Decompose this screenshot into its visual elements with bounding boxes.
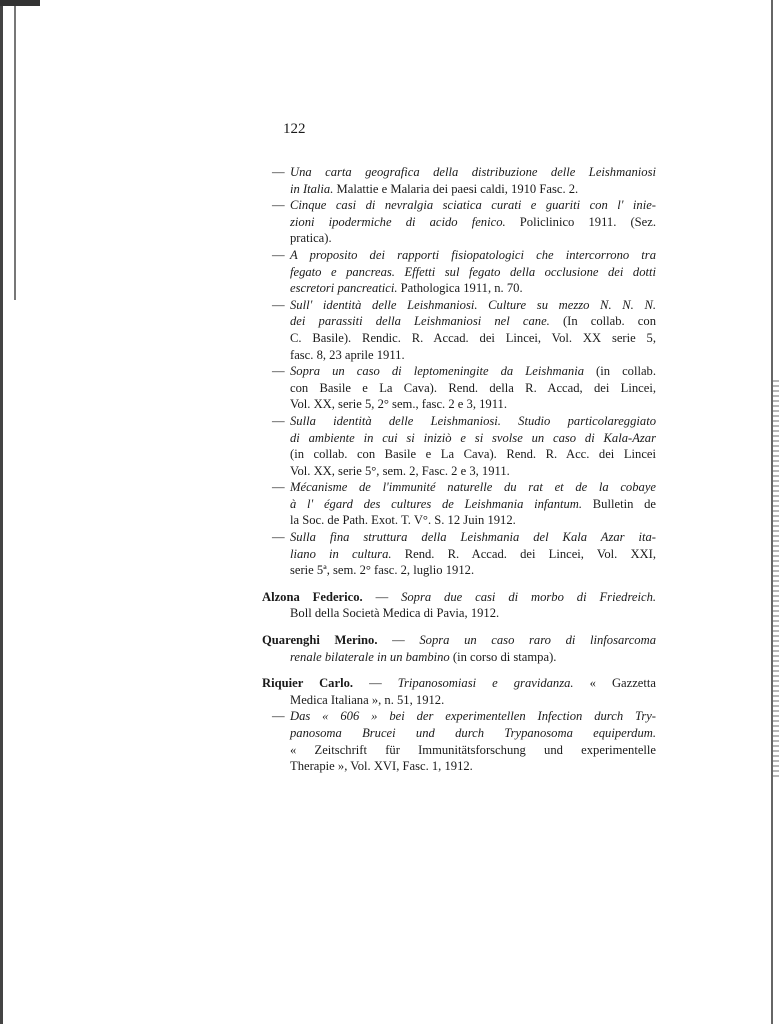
work-title: Una carta geografica della distribuzione delle Leishmaniosi [290, 165, 656, 179]
text-line [262, 247, 656, 264]
work-title: di ambiente in cui si iniziò e si svolse un caso di Kala-Azar [290, 430, 656, 445]
work-title: A proposito dei rapporti fisiopatologici che intercorrono tra [290, 247, 656, 262]
citation-text: fasc. 8, 23 aprile 1911. [290, 347, 405, 362]
bibliography-entry [262, 247, 656, 297]
text-line [262, 529, 656, 546]
work-title: Sopra due casi di morbo di Friedreich. [401, 589, 657, 604]
text-line [262, 380, 656, 397]
work-title: panosoma Brucei und durch Trypanosoma equiperdum. [290, 726, 656, 740]
text-line [262, 347, 656, 364]
author-entry [262, 632, 656, 665]
entry-dash: — [272, 247, 285, 262]
text-line [262, 330, 656, 347]
text-line [262, 589, 656, 606]
citation-text: — [369, 676, 398, 691]
citation-text: pratica). [290, 231, 332, 246]
scan-edge-left [0, 0, 3, 1024]
work-title: Sulla fina struttura della Leishmania del Kala Azar ita- [290, 530, 656, 545]
text-line [262, 692, 656, 709]
work-title: Mécanisme de l'immunité naturelle du rat et de la cobaye [290, 480, 656, 495]
work-title: Cinque casi di nevralgia sciatica curati e guariti con l' inie- [290, 198, 656, 213]
citation-text: (In collab. con [562, 314, 656, 329]
text-line [262, 605, 656, 622]
scan-edge-left-inner [14, 0, 16, 300]
entry-dash: — [272, 165, 285, 179]
citation-text: Therapie », Vol. XVI, Fasc. 1, 1912. [290, 759, 473, 774]
text-line [262, 725, 656, 742]
text-line [262, 264, 656, 281]
citation-text: Malattie e Malaria dei paesi caldi, 1910 Fasc. 2. [336, 181, 579, 196]
work-title: Sopra un caso raro di linfosarcoma [419, 633, 656, 648]
bibliography-entry [262, 164, 656, 197]
citation-text: Medica Italiana », n. 51, 1912. [290, 692, 445, 707]
text-line [262, 363, 656, 380]
work-title: renale bilaterale in un bambino [290, 649, 453, 664]
citation-text: — [375, 589, 402, 604]
citation-text: serie 5ª, sem. 2° fasc. 2, luglio 1912. [290, 563, 475, 578]
work-title: fegato e pancreas. Effetti sul fegato della occlusione dei dotti [290, 264, 656, 279]
citation-text: Boll della Società Medica di Pavia, 1912. [290, 606, 500, 621]
citation-text: « Zeitschrift für Immunitätsforschung und experimentelle [290, 742, 656, 757]
citation-text: (in collab. [596, 364, 656, 379]
work-title: Sulla identità delle Leishmaniosi. Studio particolareggiato [290, 413, 656, 428]
text-line [262, 230, 656, 247]
bibliography-entry [262, 708, 656, 774]
page-number: 122 [283, 121, 306, 137]
bibliography-entry [262, 529, 656, 579]
work-title: Sull' identità delle Leishmaniosi. Culture su mezzo N. N. N. [290, 297, 656, 312]
text-line [262, 632, 656, 649]
citation-text: Vol. XX, serie 5, 2° sem., fasc. 2 e 3, 1911. [290, 397, 507, 412]
citation-text: la Soc. de Path. Exot. T. V°. S. 12 Juin 1912. [290, 513, 516, 528]
citation-text: Bulletin de [592, 496, 656, 511]
text-line [262, 313, 656, 330]
bibliography-entry [262, 413, 656, 479]
text-line [262, 396, 656, 413]
citation-text: (in corso di stampa). [452, 649, 557, 664]
text-line [262, 708, 656, 725]
text-line [262, 164, 656, 181]
author-entry [262, 589, 656, 622]
text-line [262, 562, 656, 579]
citation-text: Rend. R. Accad. dei Lincei, Vol. XXI, [404, 546, 656, 561]
citation-text: — [392, 633, 420, 648]
text-line [262, 197, 656, 214]
scan-edge-right-noise [773, 380, 779, 780]
text-line [262, 512, 656, 529]
text-line [262, 280, 656, 297]
citation-text: C. Basile). Rendic. R. Accad. dei Lincei, Vol. XX serie 5, [290, 330, 656, 345]
work-title: Tripanosomiasi e gravidanza. [397, 676, 590, 691]
work-title: Sopra un caso di leptomeningite da Leishmania [290, 364, 597, 379]
scan-edge-top [0, 0, 40, 6]
entry-dash: — [272, 364, 285, 379]
author-name: Quarenghi Merino. [262, 633, 393, 648]
bibliography-entry [262, 297, 656, 363]
text-line [262, 181, 656, 198]
work-title: zioni ipodermiche di acido fenico. [290, 214, 520, 229]
text-line [262, 446, 656, 463]
text-line [262, 463, 656, 480]
text-line [262, 675, 656, 692]
entry-dash: — [272, 530, 285, 545]
work-title: Das « 606 » bei der experimentellen Infection durch Try- [290, 709, 656, 724]
text-line [262, 546, 656, 563]
author-entry [262, 675, 656, 708]
entry-dash: — [272, 480, 285, 495]
text-line [262, 496, 656, 513]
text-line [262, 649, 656, 666]
entry-dash: — [272, 297, 285, 312]
entry-dash: — [272, 198, 285, 213]
text-line [262, 479, 656, 496]
citation-text: Pathologica 1911, n. 70. [400, 281, 523, 296]
bibliography-entry [262, 479, 656, 529]
entry-dash: — [272, 709, 285, 724]
text-line [262, 742, 656, 759]
citation-text: Policlinico 1911. (Sez. [519, 214, 656, 229]
text-line [262, 430, 656, 447]
author-name: Riquier Carlo. [262, 676, 370, 691]
text-line [262, 297, 656, 314]
citation-text: Vol. XX, serie 5°, sem. 2, Fasc. 2 e 3, 1911. [290, 463, 510, 478]
author-name: Alzona Federico. [262, 589, 376, 604]
bibliography-entry [262, 363, 656, 413]
work-title: liano in cultura. [290, 546, 405, 561]
work-title: dei parassiti della Leishmaniosi nel cane. [290, 314, 563, 329]
work-title: escretori pancreatici. [290, 281, 401, 296]
bibliography-entry [262, 197, 656, 247]
bibliography-list [262, 164, 656, 775]
text-line [262, 413, 656, 430]
text-line [262, 758, 656, 775]
entry-dash: — [272, 413, 285, 428]
text-line [262, 214, 656, 231]
citation-text: « Gazzetta [589, 676, 656, 691]
work-title: in Italia. [290, 181, 337, 196]
citation-text: (in collab. con Basile e La Cava). Rend. R. Acc. dei Lincei [290, 447, 656, 462]
citation-text: con Basile e La Cava). Rend. della R. Accad, dei Lincei, [290, 380, 656, 395]
work-title: à l' égard des cultures de Leishmania infantum. [290, 496, 593, 511]
